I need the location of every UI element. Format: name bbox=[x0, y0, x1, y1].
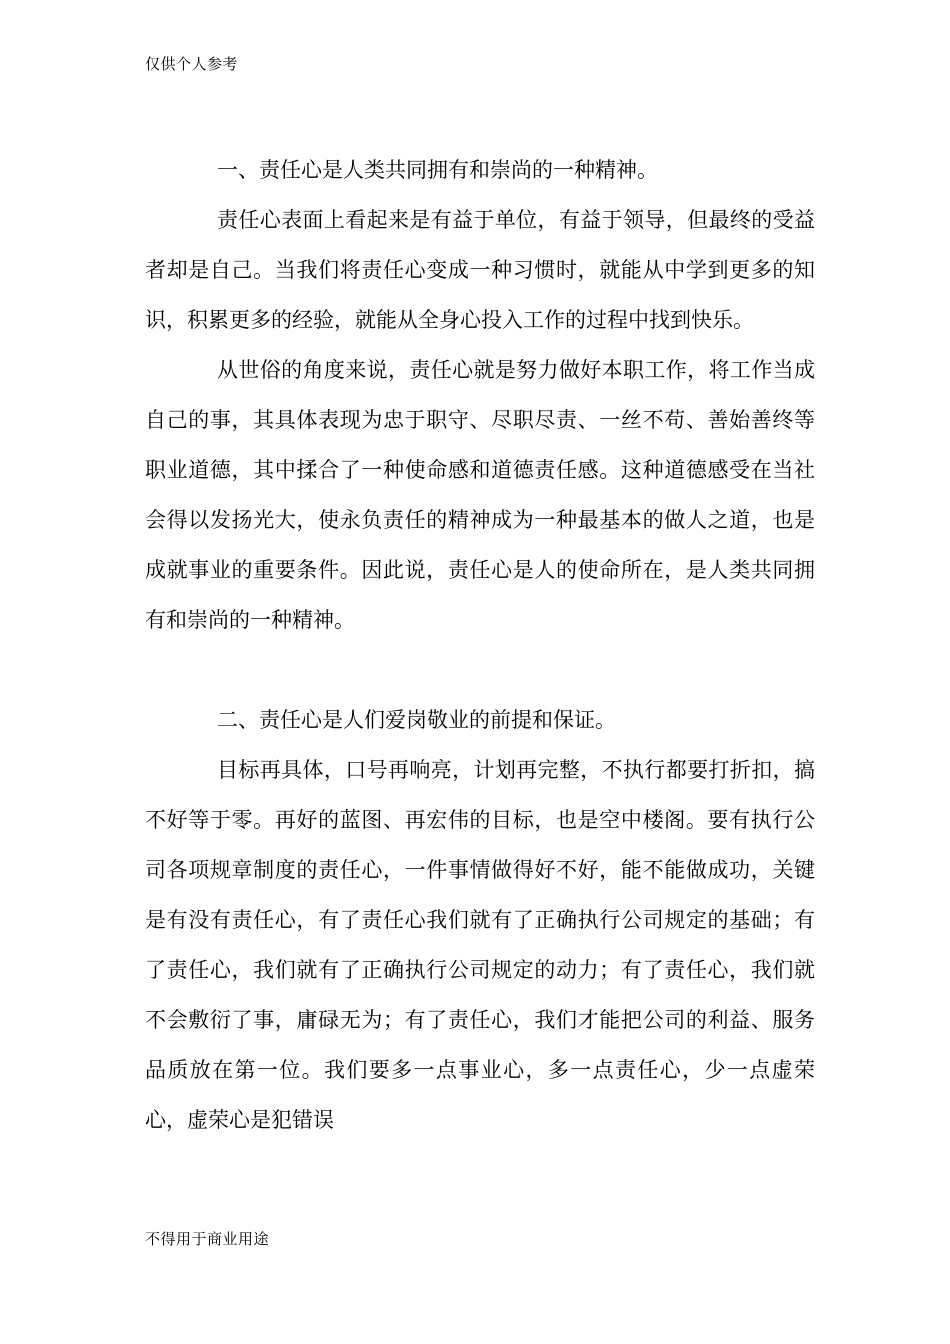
page-footer: 不得用于商业用途 bbox=[145, 1230, 270, 1248]
paragraph: 从世俗的角度来说，责任心就是努力做好本职工作，将工作当成自己的事，其具体表现为忠于职守、尽职尽责、一丝不苟、善始善终等职业道德，其中揉合了一种使命感和道德责任感。这种道德感受在当社会得以发扬光大，使永负责任的精神成为一种最基本的做人之道，也是成就事业的重要条件。因此说，责任心是人的使命所在，是人类共同拥有和崇尚的一种精神。 bbox=[145, 358, 815, 632]
section-heading: 一、责任心是人类共同拥有和崇尚的一种精神。 bbox=[217, 158, 658, 182]
paragraph: 目标再具体，口号再响亮，计划再完整，不执行都要打折扣，搞不好等于零。再好的蓝图、再宏伟的目标，也是空中楼阁。要有执行公司各项规章制度的责任心，一件事情做得好不好，能不能做成功，关键是有没有责任心，有了责任心我们就有了正确执行公司规定的基础；有了责任心，我们就有了正确执行公司规定的动力；有了责任心，我们就不会敷衍了事，庸碌无为；有了责任心，我们才能把公司的利益、服务品质放在第一位。我们要多一点事业心，多一点责任心，少一点虚荣心，虚荣心是犯错误 bbox=[145, 758, 815, 1132]
page-header: 仅供个人参考 bbox=[145, 55, 239, 73]
section-heading: 二、责任心是人们爱岗敬业的前提和保证。 bbox=[217, 708, 616, 732]
paragraph: 责任心表面上看起来是有益于单位，有益于领导，但最终的受益者却是自己。当我们将责任心变成一种习惯时，就能从中学到更多的知识，积累更多的经验，就能从全身心投入工作的过程中找到快乐。 bbox=[145, 208, 815, 332]
section-1 bbox=[145, 145, 815, 645]
section-2 bbox=[145, 695, 815, 1145]
document-body bbox=[145, 145, 815, 1145]
